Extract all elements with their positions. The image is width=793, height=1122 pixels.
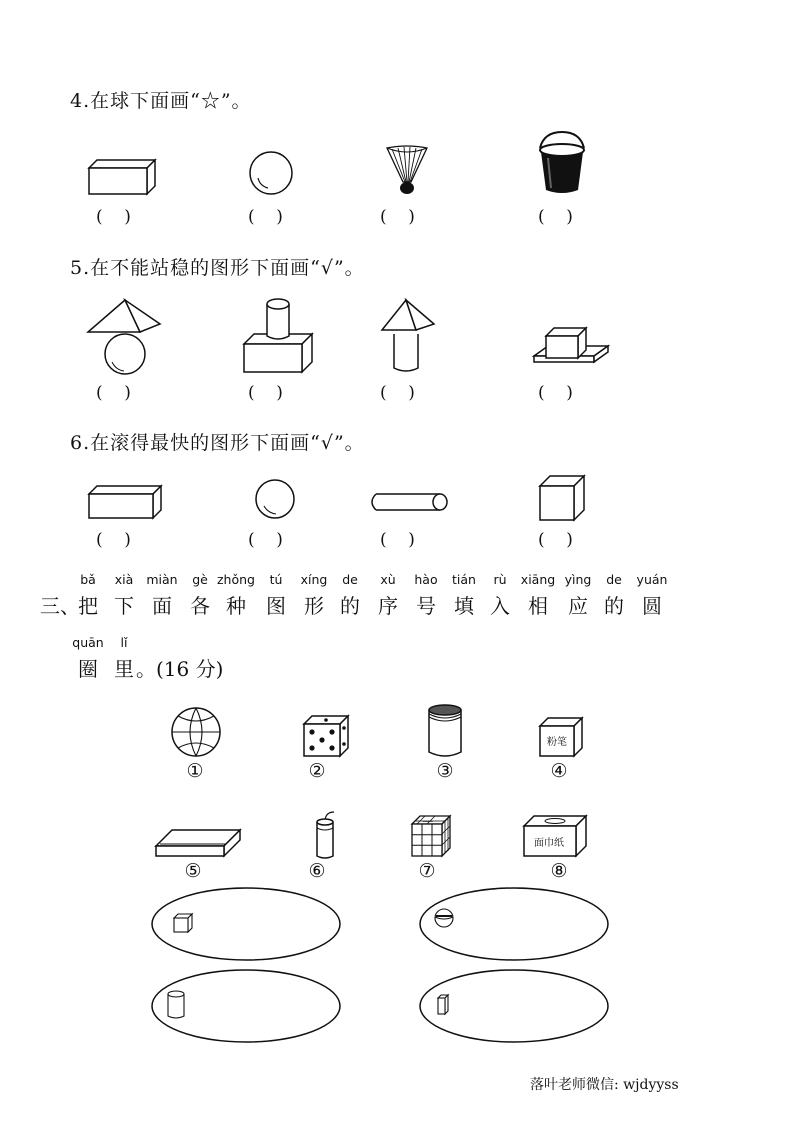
pinyin-syllable: tú: [269, 572, 283, 587]
ball-icon: [254, 478, 296, 520]
heading-character: 填: [454, 594, 474, 618]
lying-cylinder-icon: [368, 492, 450, 512]
answer-blank[interactable]: ( ): [248, 207, 283, 227]
answer-blank[interactable]: ( ): [380, 383, 415, 403]
pyramid-on-ball-icon: [86, 298, 164, 376]
firecracker-icon: [312, 810, 338, 860]
heading-character: 种: [226, 594, 246, 618]
heading-character: 的: [340, 594, 360, 618]
pinyin-syllable: yìng: [564, 572, 592, 587]
heading-character: 各: [190, 594, 210, 618]
pinyin-syllable: gè: [192, 572, 208, 587]
footer-contact: 落叶老师微信: wjdyyss: [530, 1077, 679, 1093]
pinyin-syllable: quān: [72, 635, 104, 650]
pinyin-syllable: xù: [380, 572, 396, 587]
cuboid-icon: [88, 156, 158, 196]
item-number: ③: [436, 760, 454, 782]
cube-icon: [538, 474, 588, 522]
answer-blank[interactable]: ( ): [538, 383, 573, 403]
cuboid-icon: [88, 484, 164, 520]
heading-character: 里: [114, 657, 134, 681]
heading-character: 形: [304, 594, 324, 618]
question-5-title: 5.在不能站稳的图形下面画“√”。: [70, 257, 365, 279]
answer-blank[interactable]: ( ): [96, 530, 131, 550]
shuttlecock-icon: [384, 144, 430, 196]
section-3-score: 。(16 分): [136, 657, 224, 681]
can-icon: [426, 702, 464, 758]
sphere-oval[interactable]: [418, 886, 610, 962]
dice-icon: [302, 714, 350, 758]
item-number: ⑤: [184, 860, 202, 882]
heading-character: 面: [152, 594, 172, 618]
pinyin-syllable: de: [606, 572, 622, 587]
heading-character: 下: [114, 594, 134, 618]
section-3-prefix: 三、: [40, 594, 80, 618]
item-number: ②: [308, 760, 326, 782]
answer-blank[interactable]: ( ): [380, 530, 415, 550]
cuboid-icon: [438, 995, 448, 1014]
rubiks-cube-icon: [410, 814, 452, 858]
pinyin-syllable: de: [342, 572, 358, 587]
sphere-icon: [435, 909, 453, 927]
pinyin-syllable: miàn: [146, 572, 178, 587]
cuboid-oval[interactable]: [418, 968, 610, 1044]
item-number: ①: [186, 760, 204, 782]
flat-box-icon: [154, 826, 242, 860]
pinyin-syllable: yuán: [636, 572, 668, 587]
chalk-box-label: 粉笔: [547, 737, 567, 748]
answer-blank[interactable]: ( ): [248, 383, 283, 403]
heading-character: 图: [266, 594, 286, 618]
item-number: ④: [550, 760, 568, 782]
answer-blank[interactable]: ( ): [96, 207, 131, 227]
cube-oval[interactable]: [150, 886, 342, 962]
pinyin-syllable: zhǒng: [217, 572, 255, 587]
pinyin-syllable: xià: [114, 572, 134, 587]
heading-character: 圈: [78, 657, 98, 681]
pinyin-syllable: rù: [493, 572, 507, 587]
pinyin-syllable: tián: [452, 572, 476, 587]
heading-character: 相: [528, 594, 548, 618]
pinyin-syllable: lǐ: [120, 635, 128, 650]
item-number: ⑥: [308, 860, 326, 882]
item-number: ⑦: [418, 860, 436, 882]
heading-character: 号: [416, 594, 436, 618]
cylinder-on-cuboid-icon: [242, 296, 314, 374]
item-number: ⑧: [550, 860, 568, 882]
cube-icon: [174, 914, 192, 932]
question-6-title: 6.在滚得最快的图形下面画“√”。: [70, 432, 365, 454]
heading-character: 应: [568, 594, 588, 618]
cylinder-icon: [168, 991, 184, 1018]
heading-character: 圆: [642, 594, 662, 618]
answer-blank[interactable]: ( ): [96, 383, 131, 403]
question-4-title: 4.在球下面画“☆”。: [70, 90, 252, 112]
cone-on-cylinder-icon: [380, 298, 438, 376]
basketball-icon: [170, 706, 222, 758]
cube-on-board-icon: [532, 324, 610, 366]
heading-character: 的: [604, 594, 624, 618]
heading-character: 序: [378, 594, 398, 618]
pinyin-syllable: xíng: [300, 572, 328, 587]
heading-character: 入: [490, 594, 510, 618]
heading-character: 把: [78, 594, 98, 618]
pinyin-syllable: hào: [414, 572, 438, 587]
tissue-box-label: 面巾纸: [534, 838, 564, 849]
cylinder-oval[interactable]: [150, 968, 342, 1044]
answer-blank[interactable]: ( ): [538, 207, 573, 227]
answer-blank[interactable]: ( ): [380, 207, 415, 227]
pinyin-syllable: xiāng: [520, 572, 556, 587]
answer-blank[interactable]: ( ): [538, 530, 573, 550]
answer-blank[interactable]: ( ): [248, 530, 283, 550]
ball-icon: [248, 150, 294, 196]
pinyin-syllable: bǎ: [80, 572, 96, 587]
bucket-icon: [536, 132, 588, 196]
